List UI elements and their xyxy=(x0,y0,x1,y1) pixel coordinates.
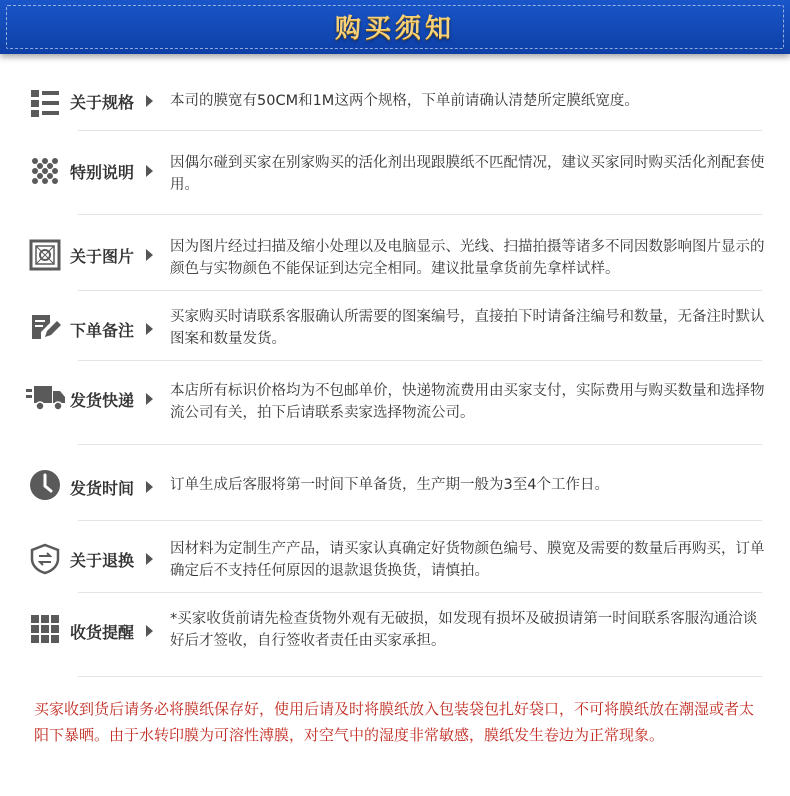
divider xyxy=(78,676,762,677)
header-banner xyxy=(0,0,790,54)
row-label: 发货快递 xyxy=(70,391,135,410)
divider xyxy=(78,520,762,521)
row-text: 因偶尔碰到买家在别家购买的活化剂出现跟膜纸不匹配情况，建议买家同时购买活化剂配套使用。 xyxy=(170,155,765,193)
grid-dots-icon xyxy=(28,154,62,188)
note-edit-icon xyxy=(28,310,62,344)
grid-squares-icon xyxy=(28,612,62,646)
chevron-right-icon xyxy=(146,553,153,565)
chevron-right-icon xyxy=(146,95,153,107)
row-label: 关于图片 xyxy=(70,247,135,266)
chevron-right-icon xyxy=(146,165,153,177)
chevron-right-icon xyxy=(146,481,153,493)
chevron-right-icon xyxy=(146,625,153,637)
truck-icon xyxy=(26,380,66,414)
row-text: 订单生成后客服将第一时间下单备货，生产期一般为3至4个工作日。 xyxy=(170,477,609,493)
row-text: 本司的膜宽有50CM和1M这两个规格，下单前请确认清楚所定膜纸宽度。 xyxy=(170,93,639,109)
row-text: 买家购买时请联系客服确认所需要的图案编号，直接拍下时请备注编号和数量，无备注时默认图案和数量发货。 xyxy=(170,309,765,347)
divider xyxy=(78,592,762,593)
divider xyxy=(78,290,762,291)
picture-frame-icon xyxy=(28,238,62,272)
row-text: 本店所有标识价格均为不包邮单价，快递物流费用由买家支付，实际费用与购买数量和选择物流公司有关，拍下后请联系卖家选择物流公司。 xyxy=(170,383,765,421)
page-title: 购买须知 xyxy=(334,14,455,44)
row-label: 关于规格 xyxy=(70,93,135,112)
row-text: 因为图片经过扫描及缩小处理以及电脑显示、光线、扫描拍摄等诸多不同因数影响图片显示的颜色与实物颜色不能保证到达完全相同。建议批量拿货前先拿样试样。 xyxy=(170,239,765,277)
row-label: 发货时间 xyxy=(70,479,135,498)
divider xyxy=(78,214,762,215)
shield-return-icon xyxy=(28,542,62,576)
row-label: 特别说明 xyxy=(70,163,135,182)
divider xyxy=(78,130,762,131)
row-text: *买家收货前请先检查货物外观有无破损，如发现有损坏及破损请第一时间联系客服沟通洽谈好后才签收，自行签收者责任由买家承担。 xyxy=(170,611,758,649)
clock-icon xyxy=(28,468,62,502)
row-label: 下单备注 xyxy=(70,321,135,340)
chevron-right-icon xyxy=(146,249,153,261)
row-label: 关于退换 xyxy=(70,551,135,570)
divider xyxy=(78,360,762,361)
chevron-right-icon xyxy=(146,323,153,335)
divider xyxy=(78,444,762,445)
row-text: 因材料为定制生产产品，请买家认真确定好货物颜色编号、膜宽及需要的数量后再购买，订单确定后不支持任何原因的退款退货换货，请慎拍。 xyxy=(170,541,765,579)
chevron-right-icon xyxy=(146,393,153,405)
warning-notice: 买家收到货后请务必将膜纸保存好，使用后请及时将膜纸放入包装袋包扎好袋口，不可将膜纸放在潮湿或者太阳下暴晒。由于水转印膜为可溶性溥膜，对空气中的湿度非常敏感，膜纸发生卷边为正常现象。 xyxy=(34,700,755,744)
row-label: 收货提醒 xyxy=(70,623,135,642)
list-icon xyxy=(28,86,62,120)
